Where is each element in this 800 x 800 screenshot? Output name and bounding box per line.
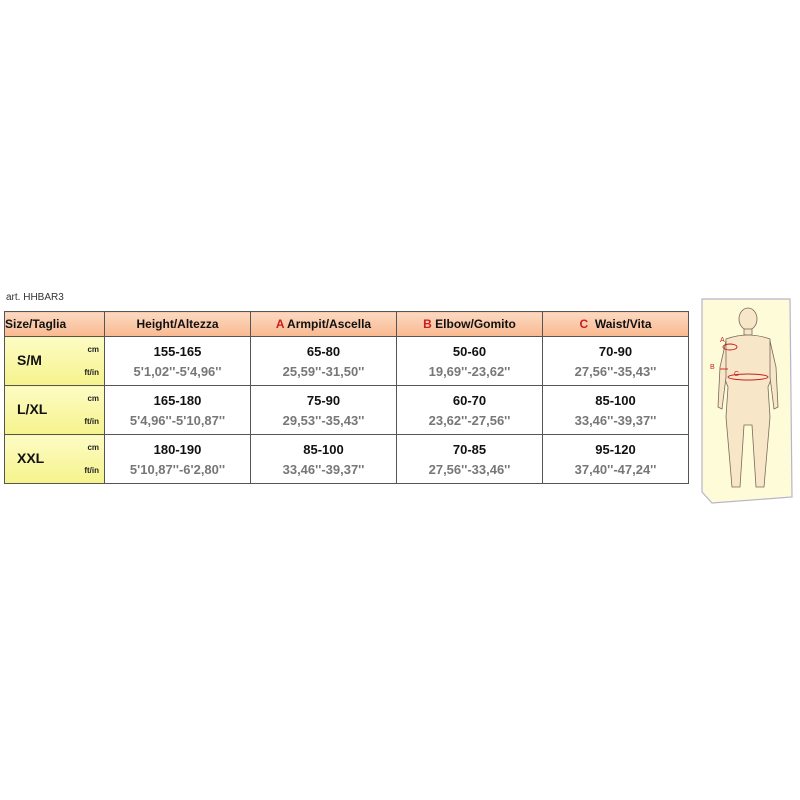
table-row bbox=[5, 386, 689, 435]
elbow-cell bbox=[397, 386, 543, 435]
size-cell bbox=[5, 386, 105, 435]
header-armpit-text: Armpit/Ascella bbox=[287, 317, 372, 331]
label-b: B bbox=[423, 317, 432, 331]
value-cm: 50-60 bbox=[452, 344, 487, 359]
value-cm: 165-180 bbox=[153, 393, 202, 408]
waist-cell bbox=[543, 435, 689, 484]
value-ftin: 29,53''-35,43'' bbox=[282, 413, 365, 428]
figure-label-c: C bbox=[734, 371, 740, 378]
value-cm: 70-90 bbox=[598, 344, 633, 359]
value-ftin: 37,40''-47,24'' bbox=[574, 462, 657, 477]
header-height: Height/Altezza bbox=[105, 312, 251, 337]
unit-ftin: ft/in bbox=[84, 466, 99, 475]
value-cm: 155-165 bbox=[153, 344, 202, 359]
table-header-row bbox=[5, 312, 689, 337]
waist-cell bbox=[543, 386, 689, 435]
elbow-cell bbox=[397, 337, 543, 386]
label-a: A bbox=[275, 317, 285, 331]
value-ftin: 23,62''-27,56'' bbox=[428, 413, 511, 428]
figure-label-a: A bbox=[720, 337, 725, 344]
value-cm: 65-80 bbox=[306, 344, 341, 359]
value-ftin: 5'10,87''-6'2,80'' bbox=[129, 462, 226, 477]
header-elbow-text: Elbow/Gomito bbox=[435, 317, 516, 331]
figure-label-b: B bbox=[710, 364, 715, 371]
value-cm: 180-190 bbox=[153, 442, 202, 457]
value-cm: 95-120 bbox=[595, 442, 636, 457]
value-ftin: 5'1,02''-5'4,96'' bbox=[133, 364, 222, 379]
table-row bbox=[5, 435, 689, 484]
height-cell bbox=[105, 386, 251, 435]
header-waist bbox=[543, 312, 689, 337]
size-chart-table bbox=[4, 311, 689, 484]
height-cell bbox=[105, 337, 251, 386]
elbow-cell bbox=[397, 435, 543, 484]
header-size: Size/Taglia bbox=[5, 312, 105, 337]
header-elbow bbox=[397, 312, 543, 337]
size-name: XXL bbox=[17, 450, 45, 466]
unit-cm: cm bbox=[87, 345, 99, 354]
value-ftin: 5'4,96''-5'10,87'' bbox=[129, 413, 226, 428]
size-name: S/M bbox=[17, 352, 42, 368]
armpit-cell bbox=[251, 337, 397, 386]
label-c: C bbox=[579, 317, 589, 331]
article-code: art. HHBAR3 bbox=[6, 292, 64, 303]
table-row bbox=[5, 337, 689, 386]
unit-ftin: ft/in bbox=[84, 417, 99, 426]
value-ftin: 33,46''-39,37'' bbox=[574, 413, 657, 428]
unit-ftin: ft/in bbox=[84, 368, 99, 377]
value-cm: 85-100 bbox=[595, 393, 636, 408]
height-cell bbox=[105, 435, 251, 484]
unit-cm: cm bbox=[87, 443, 99, 452]
header-armpit bbox=[251, 312, 397, 337]
value-cm: 75-90 bbox=[306, 393, 341, 408]
value-cm: 70-85 bbox=[452, 442, 487, 457]
value-ftin: 33,46''-39,37'' bbox=[282, 462, 365, 477]
value-ftin: 27,56''-35,43'' bbox=[574, 364, 657, 379]
armpit-cell bbox=[251, 386, 397, 435]
header-waist-text: Waist/Vita bbox=[594, 317, 652, 331]
body-measurement-figure bbox=[698, 297, 796, 507]
unit-cm: cm bbox=[87, 394, 99, 403]
waist-cell bbox=[543, 337, 689, 386]
value-cm: 85-100 bbox=[303, 442, 344, 457]
armpit-cell bbox=[251, 435, 397, 484]
value-ftin: 27,56''-33,46'' bbox=[428, 462, 511, 477]
value-cm: 60-70 bbox=[452, 393, 487, 408]
value-ftin: 25,59''-31,50'' bbox=[282, 364, 365, 379]
size-name: L/XL bbox=[17, 401, 48, 417]
size-cell bbox=[5, 337, 105, 386]
size-cell bbox=[5, 435, 105, 484]
value-ftin: 19,69''-23,62'' bbox=[428, 364, 511, 379]
